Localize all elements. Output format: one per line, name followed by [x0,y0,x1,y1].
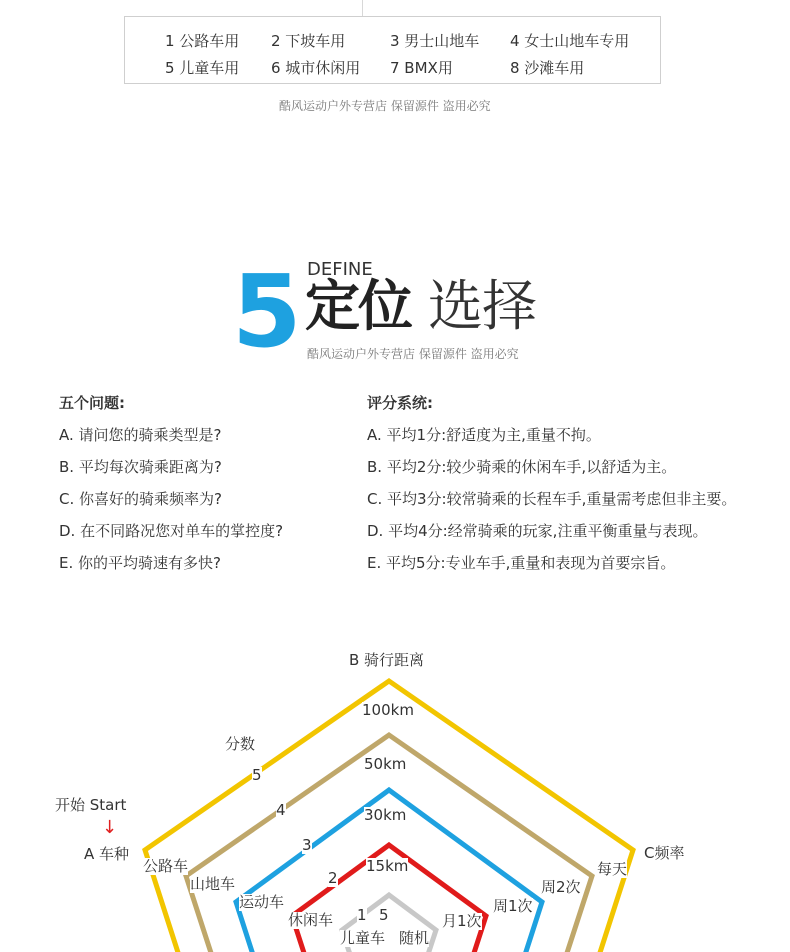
center-score-tick: 5 [379,906,389,924]
bike-type-item: 8 沙滩车用 [510,59,585,77]
scoring-heading: 评分系统: [367,394,433,412]
bike-type-item: 5 儿童车用 [165,59,240,77]
bike-type-item: 1 公路车用 [165,32,240,50]
score-tick: 4 [276,801,286,819]
type-label: 运动车 [239,893,285,911]
axis-c-label: C频率 [644,844,685,862]
section-number: 5 [232,253,302,370]
frequency-label: 周1次 [493,897,533,915]
section-define: DEFINE [307,259,373,280]
bike-type-item: 3 男士山地车 [390,32,480,50]
score-label: 分数 [225,735,256,753]
type-label: 休闲车 [288,911,334,929]
radar-chart [0,640,790,952]
top-divider [362,0,363,16]
question-item: E. 你的平均骑速有多快? [59,554,221,572]
scoring-item: E. 平均5分:专业车手,重量和表现为首要宗旨。 [367,554,676,572]
frequency-label: 周2次 [541,878,581,896]
frequency-label: 随机 [399,929,430,947]
question-item: D. 在不同路况您对单车的掌控度? [59,522,284,540]
question-item: C. 你喜好的骑乘频率为? [59,490,222,508]
section-title-bold: 定位 [305,274,412,338]
bike-type-item: 7 BMX用 [390,59,453,77]
type-label: 公路车 [143,857,189,875]
distance-label: 30km [364,806,407,824]
score-tick: 2 [328,869,338,887]
axis-a-label: A 车种 [84,845,130,863]
scoring-item: A. 平均1分:舒适度为主,重量不拘。 [367,426,601,444]
bike-type-item: 6 城市休闲用 [271,59,361,77]
score-tick: 3 [302,836,312,854]
questions-heading: 五个问题: [59,394,125,412]
section-credit: 酷风运动户外专营店 保留源件 盗用必究 [307,347,519,361]
distance-label: 15km [366,857,409,875]
frequency-label: 月1次 [442,912,482,930]
credit-text: 酷风运动户外专营店 保留源件 盗用必究 [279,99,491,113]
distance-label: 100km [362,701,414,719]
scoring-item: C. 平均3分:较常骑乘的长程车手,重量需考虑但非主要。 [367,490,737,508]
score-tick: 1 [357,906,367,924]
question-item: A. 请问您的骑乘类型是? [59,426,222,444]
section-title-light: 选择 [428,274,537,338]
type-label: 山地车 [190,875,236,893]
question-item: B. 平均每次骑乘距离为? [59,458,222,476]
axis-b-label: B 骑行距离 [349,651,425,669]
start-arrow-icon: ↓ [102,817,118,838]
distance-label: 50km [364,755,407,773]
bike-type-item: 4 女士山地车专用 [510,32,630,50]
scoring-item: D. 平均4分:经常骑乘的玩家,注重平衡重量与表现。 [367,522,708,540]
type-label: 儿童车 [340,929,386,947]
score-tick: 5 [252,766,262,784]
bike-types-box [124,16,661,84]
frequency-label: 每天 [597,860,628,878]
scoring-item: B. 平均2分:较少骑乘的休闲车手,以舒适为主。 [367,458,677,476]
start-label: 开始 Start [55,796,127,814]
bike-type-item: 2 下坡车用 [271,32,346,50]
